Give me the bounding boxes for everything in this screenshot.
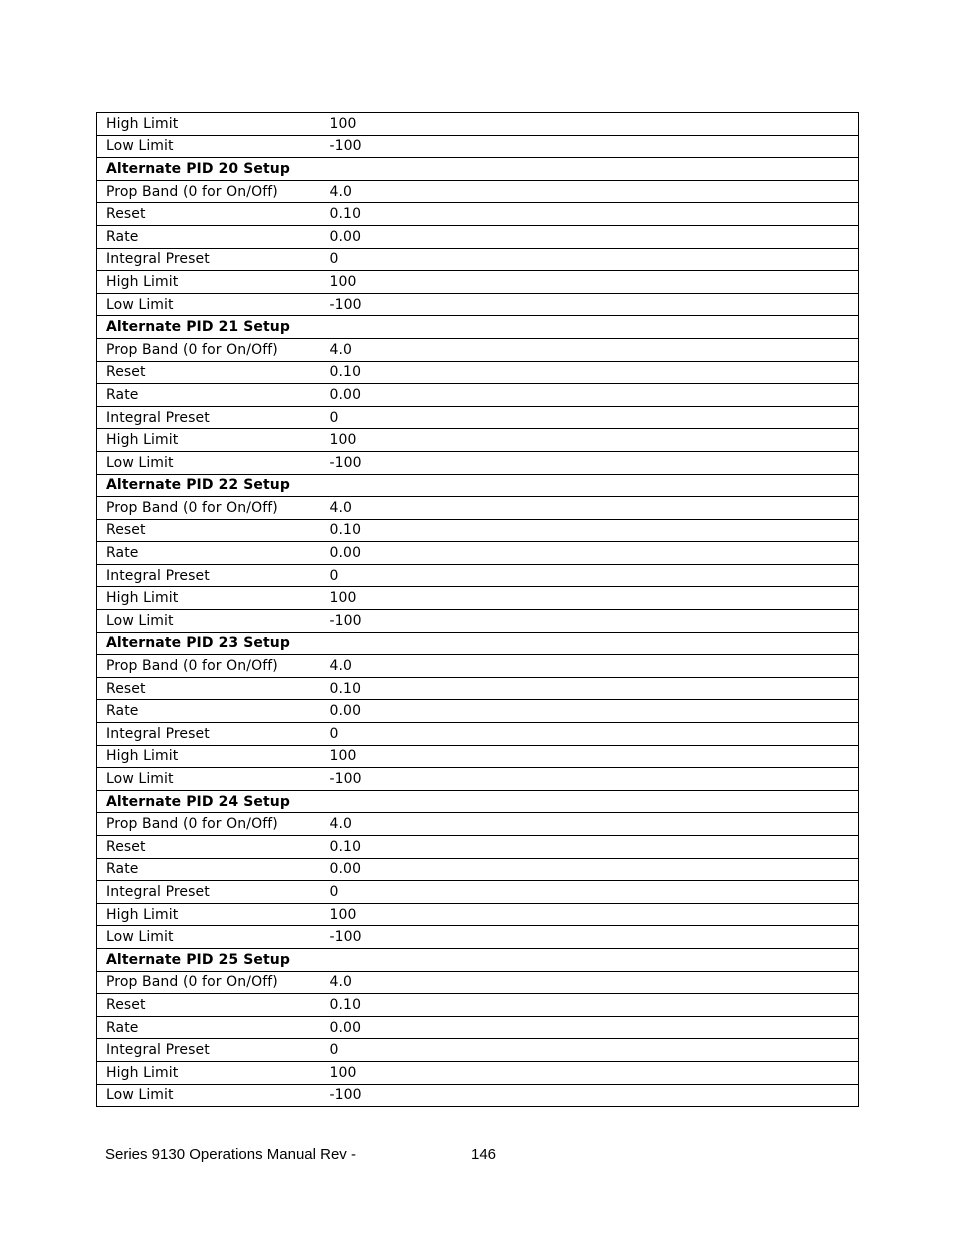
- parameter-value: 4.0: [321, 338, 859, 361]
- parameter-value: 0.00: [321, 384, 859, 407]
- section-header-row: [97, 632, 859, 655]
- table-row: [97, 406, 859, 429]
- table-row: [97, 655, 859, 678]
- table-row: [97, 700, 859, 723]
- parameter-name: Integral Preset: [97, 248, 321, 271]
- parameter-value: 100: [321, 1061, 859, 1084]
- section-header-row: [97, 790, 859, 813]
- parameter-value: 0: [321, 881, 859, 904]
- parameter-value: [321, 948, 859, 971]
- parameter-value: 4.0: [321, 813, 859, 836]
- section-title: Alternate PID 23 Setup: [97, 632, 321, 655]
- parameter-value: 0.10: [321, 677, 859, 700]
- table-row: [97, 361, 859, 384]
- parameter-name: Low Limit: [97, 1084, 321, 1107]
- parameter-name: Prop Band (0 for On/Off): [97, 655, 321, 678]
- parameter-name: Reset: [97, 994, 321, 1017]
- section-header-row: [97, 316, 859, 339]
- table-row: [97, 1039, 859, 1062]
- parameter-name: High Limit: [97, 429, 321, 452]
- table-row: [97, 971, 859, 994]
- parameter-name: Rate: [97, 700, 321, 723]
- parameter-value: 0: [321, 406, 859, 429]
- parameter-name: Reset: [97, 836, 321, 859]
- section-header-row: [97, 474, 859, 497]
- parameter-value: 0.00: [321, 1016, 859, 1039]
- parameter-name: Low Limit: [97, 610, 321, 633]
- table-row: [97, 429, 859, 452]
- parameter-value: 100: [321, 587, 859, 610]
- parameter-value: 4.0: [321, 971, 859, 994]
- table-row: [97, 1084, 859, 1107]
- parameter-value: -100: [321, 293, 859, 316]
- table-row: [97, 858, 859, 881]
- parameter-value: 0: [321, 723, 859, 746]
- parameter-value: 4.0: [321, 655, 859, 678]
- table-row: [97, 1061, 859, 1084]
- parameter-name: Integral Preset: [97, 406, 321, 429]
- parameter-value: 0.10: [321, 361, 859, 384]
- parameter-value: -100: [321, 135, 859, 158]
- parameter-value: -100: [321, 451, 859, 474]
- section-title: Alternate PID 22 Setup: [97, 474, 321, 497]
- parameter-name: Reset: [97, 203, 321, 226]
- parameter-name: Low Limit: [97, 926, 321, 949]
- parameter-value: 4.0: [321, 497, 859, 520]
- table-row: [97, 994, 859, 1017]
- table-row: [97, 451, 859, 474]
- footer-manual-title: Series 9130 Operations Manual Rev -: [105, 1146, 356, 1163]
- parameter-value: 0.00: [321, 858, 859, 881]
- table-row: [97, 293, 859, 316]
- table-row: [97, 881, 859, 904]
- parameter-name: Rate: [97, 542, 321, 565]
- parameter-value: [321, 474, 859, 497]
- parameter-name: Prop Band (0 for On/Off): [97, 180, 321, 203]
- parameter-name: Rate: [97, 1016, 321, 1039]
- parameter-value: 0: [321, 564, 859, 587]
- table-row: [97, 497, 859, 520]
- parameter-value: 0.00: [321, 700, 859, 723]
- parameter-value: 4.0: [321, 180, 859, 203]
- section-title: Alternate PID 24 Setup: [97, 790, 321, 813]
- table-row: [97, 587, 859, 610]
- parameter-name: High Limit: [97, 113, 321, 136]
- parameter-value: [321, 790, 859, 813]
- table-row: [97, 1016, 859, 1039]
- parameter-value: 0.10: [321, 836, 859, 859]
- parameter-value: 0.10: [321, 519, 859, 542]
- table-row: [97, 610, 859, 633]
- table-row: [97, 926, 859, 949]
- parameter-name: Integral Preset: [97, 564, 321, 587]
- table-row: [97, 135, 859, 158]
- parameter-value: [321, 158, 859, 181]
- parameter-name: High Limit: [97, 745, 321, 768]
- section-title: Alternate PID 20 Setup: [97, 158, 321, 181]
- parameter-value: -100: [321, 1084, 859, 1107]
- table-row: [97, 271, 859, 294]
- parameter-name: Rate: [97, 384, 321, 407]
- footer-page-number: 146: [471, 1146, 497, 1163]
- table-row: [97, 836, 859, 859]
- parameter-name: Integral Preset: [97, 1039, 321, 1062]
- parameter-name: Prop Band (0 for On/Off): [97, 971, 321, 994]
- parameter-value: 0.00: [321, 225, 859, 248]
- parameter-name: Integral Preset: [97, 881, 321, 904]
- section-header-row: [97, 948, 859, 971]
- parameter-value: 0.00: [321, 542, 859, 565]
- parameter-value: -100: [321, 926, 859, 949]
- parameter-value: 0.10: [321, 994, 859, 1017]
- parameter-value: 100: [321, 429, 859, 452]
- parameter-value: -100: [321, 768, 859, 791]
- parameter-name: High Limit: [97, 1061, 321, 1084]
- table-row: [97, 113, 859, 136]
- parameter-name: Low Limit: [97, 135, 321, 158]
- parameter-name: High Limit: [97, 903, 321, 926]
- table-row: [97, 338, 859, 361]
- parameter-value: 100: [321, 113, 859, 136]
- table-row: [97, 564, 859, 587]
- parameter-name: Reset: [97, 677, 321, 700]
- parameter-name: Low Limit: [97, 451, 321, 474]
- parameter-name: Reset: [97, 361, 321, 384]
- table-row: [97, 903, 859, 926]
- table-row: [97, 768, 859, 791]
- section-title: Alternate PID 25 Setup: [97, 948, 321, 971]
- parameter-value: [321, 632, 859, 655]
- table-row: [97, 225, 859, 248]
- parameter-value: 0: [321, 248, 859, 271]
- parameter-name: High Limit: [97, 271, 321, 294]
- parameter-value: 100: [321, 745, 859, 768]
- table-row: [97, 813, 859, 836]
- parameter-value: 0.10: [321, 203, 859, 226]
- parameter-name: Reset: [97, 519, 321, 542]
- table-row: [97, 677, 859, 700]
- parameter-name: Rate: [97, 858, 321, 881]
- parameter-name: High Limit: [97, 587, 321, 610]
- table-row: [97, 248, 859, 271]
- table-row: [97, 384, 859, 407]
- parameter-value: 0: [321, 1039, 859, 1062]
- parameter-name: Prop Band (0 for On/Off): [97, 338, 321, 361]
- table-row: [97, 519, 859, 542]
- section-header-row: [97, 158, 859, 181]
- parameter-table-body: [97, 113, 859, 1107]
- parameter-value: 100: [321, 271, 859, 294]
- table-row: [97, 542, 859, 565]
- table-row: [97, 203, 859, 226]
- parameter-name: Integral Preset: [97, 723, 321, 746]
- table-row: [97, 180, 859, 203]
- section-title: Alternate PID 21 Setup: [97, 316, 321, 339]
- parameter-name: Prop Band (0 for On/Off): [97, 813, 321, 836]
- parameter-value: [321, 316, 859, 339]
- table-row: [97, 745, 859, 768]
- parameter-value: -100: [321, 610, 859, 633]
- parameter-table: [96, 112, 859, 1107]
- table-row: [97, 723, 859, 746]
- parameter-name: Prop Band (0 for On/Off): [97, 497, 321, 520]
- parameter-name: Low Limit: [97, 293, 321, 316]
- parameter-name: Low Limit: [97, 768, 321, 791]
- parameter-value: 100: [321, 903, 859, 926]
- parameter-name: Rate: [97, 225, 321, 248]
